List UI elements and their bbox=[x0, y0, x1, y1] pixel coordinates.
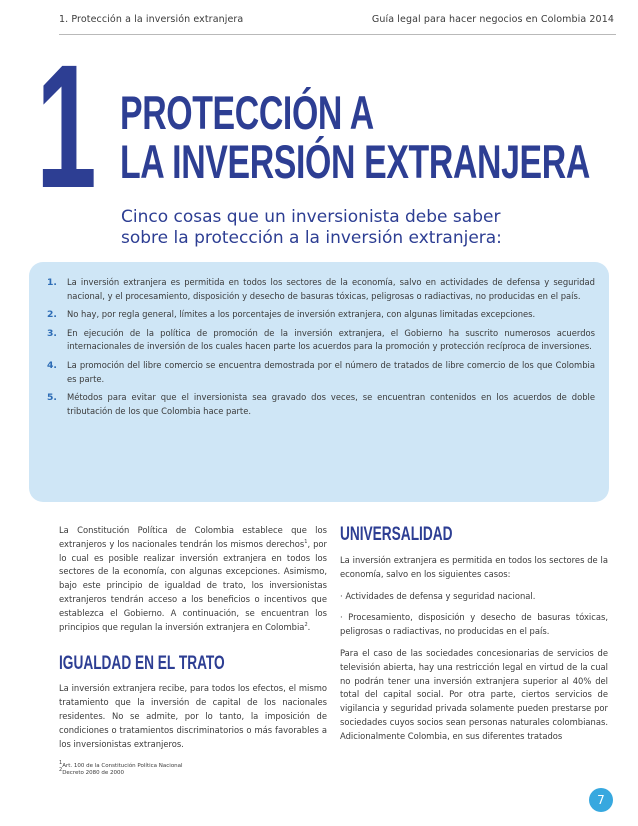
chapter-subtitle-line1: Cinco cosas que un inversionista debe saber bbox=[121, 207, 501, 227]
header-chapter-title: 1. Protección a la inversión extranjera bbox=[59, 14, 244, 25]
page-number-badge: 7 bbox=[589, 788, 613, 812]
footnote-2-mark: 2 bbox=[59, 767, 63, 774]
chapter-title-line1: PROTECCIÓN A bbox=[120, 86, 374, 139]
footnote-2 bbox=[59, 767, 327, 777]
intro-text-b: , por lo cual es posible realizar inversión extranjera en todos los sectores de la economía, con algunas excepciones. Asimismo, bajo este principio de igualdad de trato, los inversionistas extranjeros tendrán acceso a los beneficios o incentivos que establezca el Gobierno. A continuación, se encuentran los principios que regulan la inversión extranjera en Colombia bbox=[59, 538, 327, 632]
chapter-title bbox=[120, 88, 620, 186]
footnote-1-mark: 1 bbox=[59, 760, 63, 767]
footnotes bbox=[59, 760, 327, 777]
header-rule bbox=[59, 34, 616, 35]
restrictions-paragraph: Para el caso de las sociedades concesionarias de servicios de televisión abierta, hay una restricción legal en virtud de la cual no podrán tener una inversión extranjera superior al 40% del total del capital social. Por otra parte, ciertos servicios de vigilancia y seguridad privada solamente pueden prestarse por sociedades cuyos socios sean personas naturales colombianas. Adicionalmente Colombia, en sus diferentes tratados bbox=[340, 647, 608, 741]
section-heading-igualdad: IGUALDAD EN EL TRATO bbox=[59, 653, 225, 675]
igualdad-paragraph: La inversión extranjera recibe, para todos los efectos, el mismo tratamiento que la inversión de capital de los nacionales residentes. No se admite, por lo tanto, la imposición de condiciones o tratamientos discriminatorios o más favorables a los inversionistas extranjeros. bbox=[59, 683, 327, 749]
footnote-ref-2[interactable]: 2 bbox=[304, 621, 308, 628]
key-point-number: 3. bbox=[47, 327, 57, 339]
key-point-item bbox=[47, 359, 595, 386]
chapter-title-line2: LA INVERSIÓN EXTRANJERA bbox=[120, 135, 590, 188]
chapter-number: 1 bbox=[36, 29, 95, 225]
intro-paragraph bbox=[59, 524, 327, 634]
key-point-number: 5. bbox=[47, 392, 57, 404]
footnote-2-text: Decreto 2080 de 2000 bbox=[62, 770, 124, 777]
key-point-text: Métodos para evitar que el inversionista sea gravado dos veces, se encuentran contenidos en los acuerdos de doble tributación de los que Colombia hace parte. bbox=[67, 392, 595, 416]
key-point-item bbox=[47, 327, 595, 354]
chapter-subtitle-line2: sobre la protección a la inversión extranjera: bbox=[121, 228, 502, 248]
key-point-item bbox=[47, 308, 595, 322]
key-points-panel bbox=[29, 262, 609, 502]
key-point-item bbox=[47, 391, 595, 418]
right-column bbox=[340, 524, 608, 744]
intro-text-a: La Constitución Política de Colombia establece que los extranjeros y los nacionales tendrán los mismos derechos bbox=[59, 525, 327, 549]
key-point-number: 1. bbox=[47, 277, 57, 288]
footnote-1-text: Art. 100 de la Constitución Política Nacional bbox=[62, 763, 183, 770]
key-point-text: La promoción del libre comercio se encuentra demostrada por el número de tratados de libre comercio de los que Colombia es parte. bbox=[67, 359, 595, 384]
intro-text-c: . bbox=[307, 621, 311, 632]
exception-bullet-1: · Actividades de defensa y seguridad nacional. bbox=[340, 590, 536, 601]
key-point-text: En ejecución de la política de promoción de la inversión extranjera, el Gobierno ha suscrito numerosos acuerdos internacionales de inversión de los cuales hacen parte los acuerdos para la promoción y protección recíproca de inversiones. bbox=[67, 327, 595, 352]
section-heading-universalidad: UNIVERSALIDAD bbox=[340, 524, 453, 545]
key-point-number: 4. bbox=[47, 359, 57, 371]
left-column bbox=[59, 524, 327, 777]
running-header bbox=[59, 14, 614, 36]
chapter-subtitle bbox=[121, 207, 591, 249]
key-point-text: No hay, por regla general, límites a los porcentajes de inversión extranjera, con algunas limitadas excepciones. bbox=[67, 309, 536, 320]
key-points-list bbox=[47, 276, 595, 423]
universalidad-intro: La inversión extranjera es permitida en todos los sectores de la economía, salvo en los siguientes casos: bbox=[340, 555, 608, 579]
key-point-text: La inversión extranjera es permitida en todos los sectores de la economía, salvo en actividades de defensa y seguridad nacional, y el procesamiento, disposición y desecho de basuras tóxicas, peligrosas o radiactivas, no producidas en el país. bbox=[67, 277, 595, 301]
exception-bullet-2: · Procesamiento, disposición y desecho de basuras tóxicas, peligrosas o radiactivas, no producidas en el país. bbox=[340, 612, 608, 637]
key-point-number: 2. bbox=[47, 309, 57, 321]
key-point-item bbox=[47, 276, 595, 303]
footnote-ref-1[interactable]: 1 bbox=[304, 539, 308, 545]
header-document-title: Guía legal para hacer negocios en Colombia 2014 bbox=[371, 14, 614, 25]
